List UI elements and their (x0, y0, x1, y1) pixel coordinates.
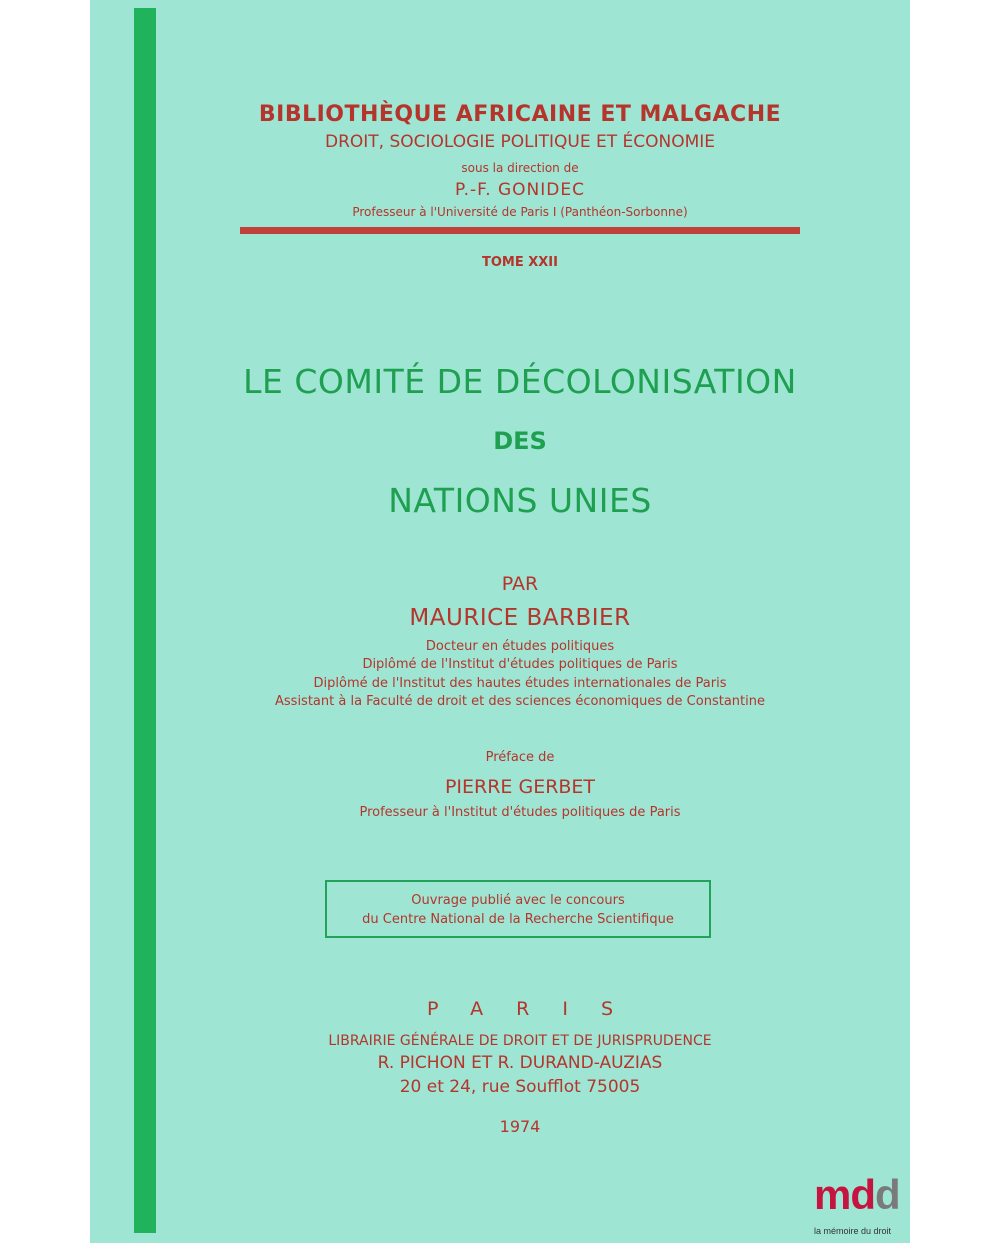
support-text-line-2: du Centre National de la Recherche Scientifique (362, 912, 674, 927)
preface-author: PIERRE GERBET (444, 776, 596, 798)
series-title: BIBLIOTHÈQUE AFRICAINE ET MALGACHE (258, 102, 782, 127)
cover-green-band (134, 8, 156, 1233)
series-director-title: Professeur à l'Université de Paris I (Panthéon-Sorbonne) (352, 205, 688, 219)
mdd-logo-mark: mdd (814, 1171, 900, 1218)
header-divider (240, 227, 800, 234)
mdd-logo-caption: la mémoire du droit (814, 1226, 892, 1236)
author-by-label: PAR (501, 573, 539, 595)
preface-label: Préface de (485, 750, 555, 765)
series-direction-label: sous la direction de (461, 161, 579, 175)
book-title-line-3: NATIONS UNIES (388, 481, 652, 520)
author-name: MAURICE BARBIER (409, 605, 631, 631)
publication-year: 1974 (499, 1117, 541, 1136)
book-title-line-2: DES (493, 427, 547, 455)
support-text-line-1: Ouvrage publié avec le concours (411, 893, 625, 908)
publisher-city: PARIS (426, 998, 647, 1020)
mdd-logo (810, 1172, 910, 1243)
series-director: P.-F. GONIDEC (455, 180, 585, 200)
cnrs-support-box (325, 880, 711, 938)
publisher-name: LIBRAIRIE GÉNÉRALE DE DROIT ET DE JURISPRUDENCE (328, 1033, 712, 1049)
publisher-owners: R. PICHON ET R. DURAND-AUZIAS (377, 1053, 663, 1073)
author-credential: Diplômé de l'Institut d'études politiques de Paris (362, 657, 678, 672)
book-title-line-1: LE COMITÉ DE DÉCOLONISATION (243, 362, 797, 401)
preface-author-title: Professeur à l'Institut d'études politiques de Paris (359, 805, 681, 820)
publisher-address: 20 et 24, rue Soufflot 75005 (399, 1077, 641, 1097)
author-credential: Assistant à la Faculté de droit et des sciences économiques de Constantine (275, 694, 765, 709)
author-credential: Docteur en études politiques (425, 639, 615, 654)
volume-number: TOME XXII (482, 255, 558, 270)
series-subtitle: DROIT, SOCIOLOGIE POLITIQUE ET ÉCONOMIE (324, 132, 716, 152)
author-credential: Diplômé de l'Institut des hautes études internationales de Paris (313, 676, 727, 691)
